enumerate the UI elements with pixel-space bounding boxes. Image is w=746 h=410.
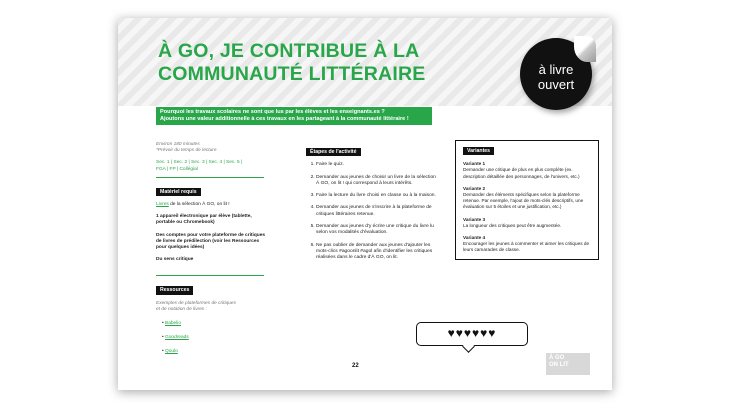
reading-note: *Prévoir du temps de lecture (156, 148, 217, 154)
materiel-header: Matériel requis (156, 188, 201, 196)
step-item: 3. Faire la lecture du livre choisi en classe ou à la maison. (316, 193, 438, 199)
variante-label: Variante 4 (463, 235, 486, 241)
variante-text: Demander des éléments spécifiques selon la plateforme retenue. Par exemple, l'ajout de mots-clés descriptifs, une évaluation sur 5 étoiles et une justification, etc.) (463, 192, 584, 210)
materiel-item-2: 1 appareil électronique par élève (tablette, portable ou Chromebook) (156, 214, 252, 226)
ressource-link-row: • Babelio (162, 321, 182, 327)
title-line-2: COMMUNAUTÉ LITTÉRAIRE (158, 63, 426, 85)
sticker-line-1: à livre (538, 62, 574, 77)
ressources-text: Exemples de plateformes de critiques et de notation de livres : (156, 300, 236, 312)
speech-tail (462, 340, 475, 353)
materiel-item-1-text: de la sélection À GO, on lit ! (168, 202, 230, 208)
peel-corner (574, 36, 596, 62)
sticker-line-2: ouvert (537, 77, 575, 92)
variantes-box (455, 140, 599, 260)
livres-link[interactable]: Livres (156, 202, 169, 208)
ressource-link-row: • Goodreads (162, 335, 189, 341)
variante-3 (463, 217, 591, 229)
variante-text: Encourager les jeunes à commenter et aimer les critiques de leurs camarades de classe. (463, 241, 590, 253)
title-line-1: À GO, JE CONTRIBUE À LA (158, 40, 420, 62)
intro-box (156, 107, 432, 125)
levels-line-2: FGA | FP | Collégial (156, 166, 198, 172)
step-item: 4. Demander aux jeunes de s'inscrire à la plateforme de critiques littéraires retenue. (316, 205, 438, 218)
divider (156, 177, 264, 178)
variante-label: Variante 2 (463, 185, 486, 191)
variantes-header: Variantes (463, 147, 494, 155)
info-column (156, 142, 268, 356)
logo-line-1: À GO (549, 355, 565, 361)
materiel-item-3: Des comptes pour votre plateforme de critiques de livres de prédilection (voir les Ressources pour quelques idées) (156, 232, 266, 251)
page-number: 22 (352, 363, 359, 369)
steps-column (306, 148, 438, 268)
variante-2 (463, 186, 591, 211)
variante-4 (463, 235, 591, 254)
a-livre-ouvert-sticker (520, 38, 592, 110)
ressources-header: Ressources (156, 286, 193, 294)
step-item: 5. Demander aux jeunes d'y écrire une critique du livre lu selon vos modalités d'évaluation. (316, 224, 438, 237)
goodreads-link[interactable]: Goodreads (165, 335, 189, 341)
heart-icons: ♥♥♥♥♥♥ (447, 326, 497, 340)
variante-text: Demander une critique de plus en plus complète (ex. description détaillée des personnages, de l'univers, etc.) (463, 167, 580, 179)
ressource-link-row: • Qoulo (162, 349, 178, 355)
step-item: 2. Demander aux jeunes de choisir un livre de la sélection À GO, on lit ! qui correspond à leurs intérêts. (316, 175, 438, 188)
duration: Environ 180 minutes (156, 142, 200, 147)
step-item: 6. Ne pas oublier de demander aux jeunes d'ajouter les mots-clics #agoonlit #agol afin d'identifier les critiques réalisées dans le cadre d'À GO, on lit. (316, 243, 438, 262)
levels (156, 160, 268, 172)
a-go-logo (546, 353, 590, 375)
variante-1 (463, 161, 591, 180)
variante-label: Variante 3 (463, 216, 486, 222)
steps-list (306, 162, 438, 261)
rating-bubble (416, 322, 528, 346)
etapes-header: Étapes de l'activité (306, 148, 361, 156)
divider (156, 275, 264, 276)
babelio-link[interactable]: Babelio (165, 321, 182, 327)
step-item: 1. Faire le quiz. (316, 162, 438, 168)
variante-label: Variante 1 (463, 161, 486, 167)
variante-text: La longueur des critiques peut être augmentée. (463, 222, 562, 228)
intro-line-2: Ajoutons une valeur additionnelle à ces travaux en les partageant à la communauté littéraire ! (160, 116, 409, 122)
materiel-item-1 (156, 202, 268, 208)
logo-line-2: ON LIT (549, 362, 569, 368)
intro-line-1: Pourquoi les travaux scolaires ne sont que lus par les élèves et les enseignants.es ? (160, 109, 385, 115)
materiel-item-4: Du sens critique (156, 257, 194, 263)
qoulo-link[interactable]: Qoulo (165, 349, 178, 355)
levels-line-1: Sec. 1 | Sec. 2 | Sec. 3 | Sec. 4 | Sec. 5 | (156, 160, 243, 166)
page-title (158, 40, 425, 86)
